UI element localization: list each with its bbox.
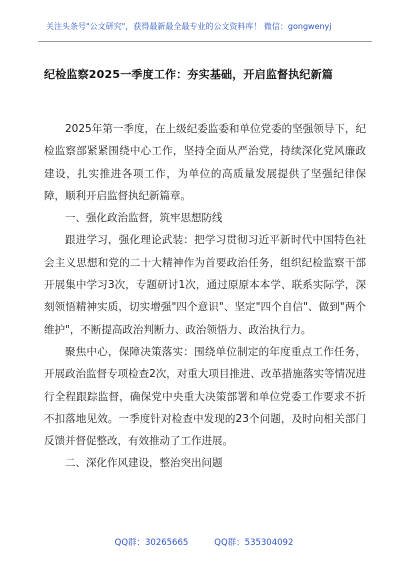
section-heading-2: 二、深化作风建设，整治突出问题: [65, 457, 223, 470]
paragraph-focus: 聚焦中心，保障决策落实：围绕单位制定的年度重点工作任务，开展政治监督专项检查2次，对重大项目推进、改革措施落实等情况进行全程跟踪监督，确保党中央重大决策部署和单位党委工作要求不折不扣落地见效。一季度针对检查中发现的23个问题，及时向相关部门反馈并督促整改，有效推动了工作进展。: [44, 345, 366, 448]
header-divider: [38, 41, 372, 42]
header-banner: 关注头条号"公文研究"，获得最新最全最专业的公文资料库！ 微信：gongwenyj: [46, 22, 332, 31]
section-heading-1: 一、强化政治监督，筑牢思想防线: [65, 212, 223, 225]
paragraph-intro: 2025年第一季度，在上级纪委监委和单位党委的坚强领导下，纪检监察部紧紧围绕中心工作，坚持全面从严治党，持续深化党风廉政建设，扎实推进各项工作，为单位的高质量发展提供了坚强纪律保障，顺利开启监督执纪新篇章。: [44, 123, 366, 202]
qq-group-2: QQ群：535304092: [214, 538, 294, 548]
document-title: 纪检监察2025一季度工作：夯实基础，开启监督执纪新篇: [44, 68, 334, 81]
footer-contact: [0, 536, 408, 548]
paragraph-study: 跟进学习，强化理论武装：把学习贯彻习近平新时代中国特色社会主义思想和党的二十大精神作为首要政治任务，组织纪检监察干部开展集中学习3次，专题研讨1次，通过原原本本学、联系实际学，深刻领悟精神实质，切实增强"四个意识"、坚定"四个自信"、做到"两个维护"，不断提高政治判断力、政治领悟力、政治执行力。: [44, 234, 366, 336]
qq-group-1: QQ群：30265665: [114, 538, 189, 548]
document-body: [44, 118, 366, 475]
